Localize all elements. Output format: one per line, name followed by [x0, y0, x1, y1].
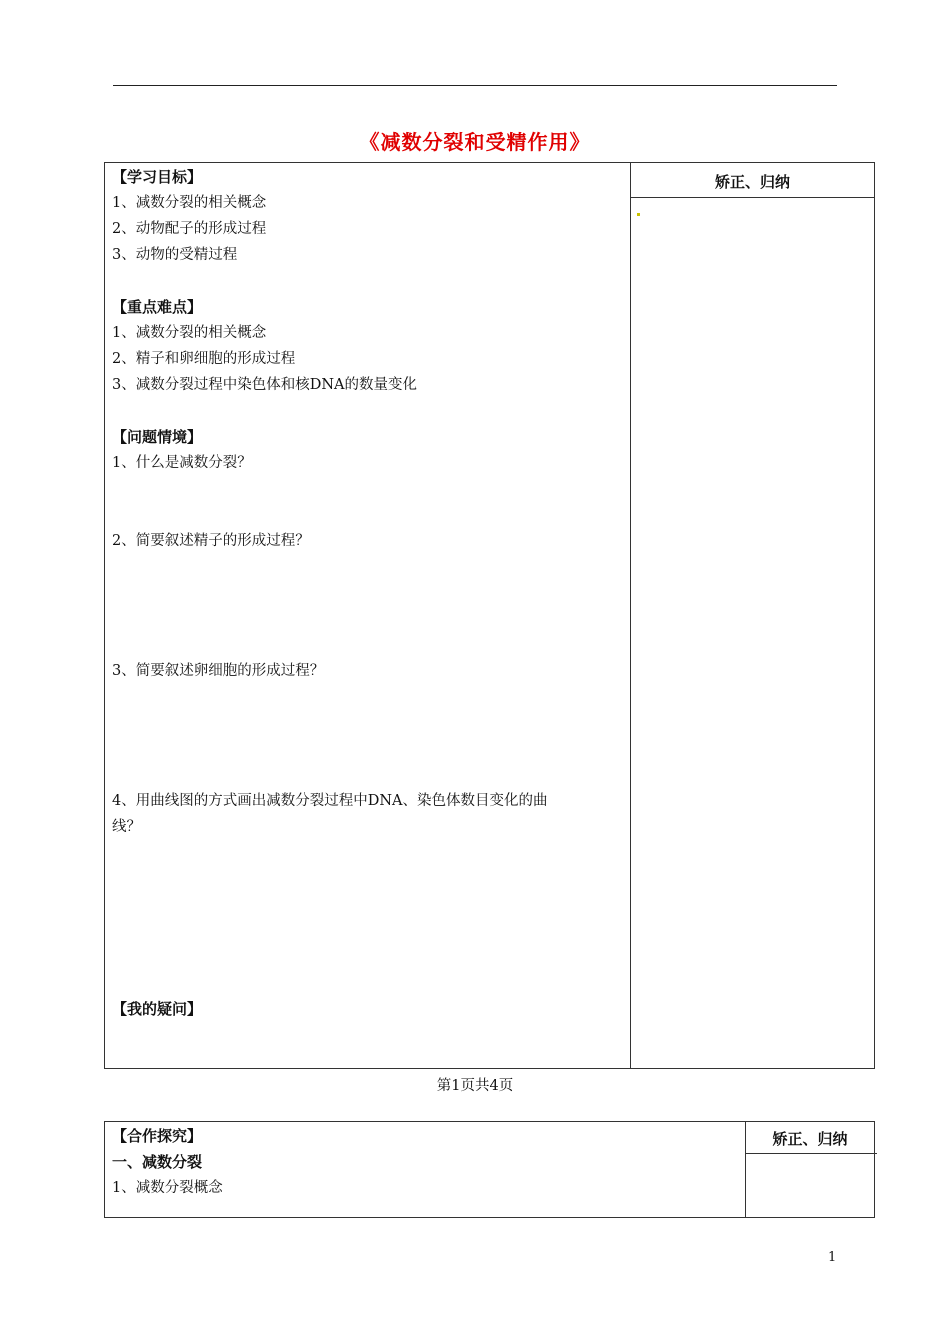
section-heading: 一、减数分裂 — [112, 1153, 203, 1171]
questions-heading: 【问题情境】 — [112, 428, 203, 446]
stray-mark — [637, 213, 640, 216]
key-point-item: 2、精子和卵细胞的形成过程 — [112, 351, 296, 367]
question-item-continued: 线？ — [112, 819, 141, 835]
question-item: 1、什么是减数分裂？ — [112, 455, 252, 471]
question-item: 2、简要叙述精子的形成过程？ — [112, 533, 310, 549]
page-footer: 第1页共4页 — [436, 1078, 514, 1094]
document-title: 《减数分裂和受精作用》 — [359, 130, 591, 154]
doubts-heading: 【我的疑问】 — [112, 1000, 203, 1018]
section-item: 1、减数分裂概念 — [112, 1180, 223, 1196]
cooperation-heading: 【合作探究】 — [112, 1127, 203, 1145]
study-table-divider — [630, 162, 631, 1069]
cooperation-side-header-rule — [745, 1153, 877, 1154]
key-points-heading: 【重点难点】 — [112, 298, 203, 316]
question-item: 4、用曲线图的方式画出减数分裂过程中DNA、染色体数目变化的曲 — [112, 793, 548, 809]
objectives-heading: 【学习目标】 — [112, 168, 203, 186]
objective-item: 3、动物的受精过程 — [112, 247, 238, 263]
study-table — [104, 162, 875, 1069]
page-number: 1 — [828, 1250, 837, 1265]
question-item: 3、简要叙述卵细胞的形成过程？ — [112, 663, 325, 679]
header-rule — [113, 85, 837, 86]
side-header-rule — [630, 197, 875, 198]
objective-item: 1、减数分裂的相关概念 — [112, 195, 267, 211]
key-point-item: 1、减数分裂的相关概念 — [112, 325, 267, 341]
side-column-header: 矫正、归纳 — [714, 173, 790, 191]
cooperation-side-header: 矫正、归纳 — [772, 1130, 848, 1148]
key-point-item: 3、减数分裂过程中染色体和核DNA的数量变化 — [112, 377, 418, 393]
objective-item: 2、动物配子的形成过程 — [112, 221, 267, 237]
